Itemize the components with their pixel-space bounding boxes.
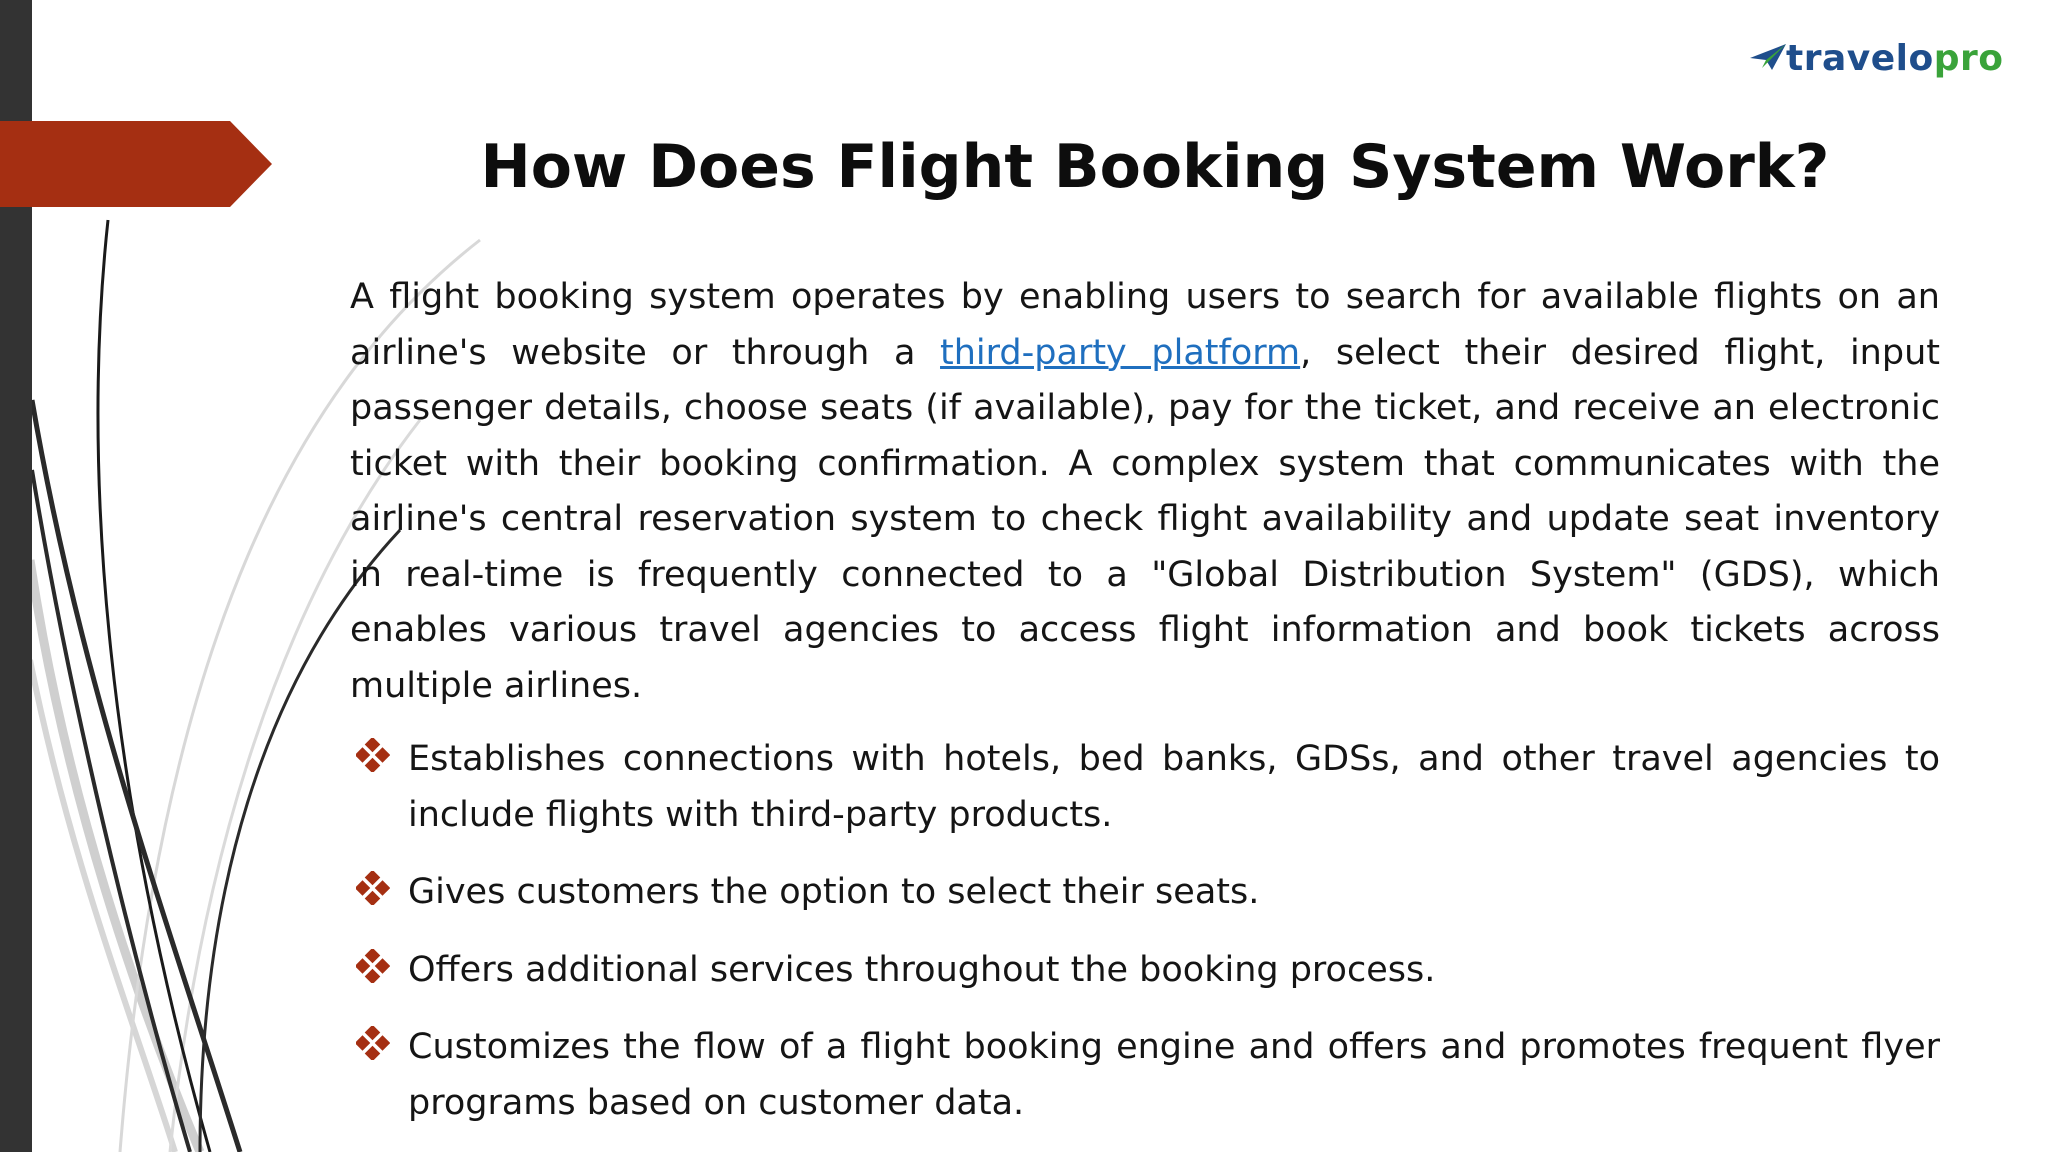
list-item (350, 943, 1940, 999)
diamond-bullet-icon (356, 871, 390, 905)
diamond-bullet-icon (356, 1026, 390, 1060)
list-item (350, 865, 1940, 921)
travelopro-logo (1748, 34, 2030, 84)
intro-paragraph (350, 270, 1940, 714)
list-item-text: Establishes connections with hotels, bed banks, GDSs, and other travel agencies to include flights with third-party products. (408, 739, 1940, 835)
page-title: How Does Flight Booking System Work? (480, 132, 1830, 202)
paper-plane-icon (1748, 42, 1788, 72)
main-content (350, 270, 1940, 1152)
logo-wordmark (1786, 34, 2003, 84)
diamond-bullet-icon (356, 738, 390, 772)
title-arrow-tab (0, 121, 272, 207)
intro-text-before-link: A flight booking system operates by enabling users to search for available flights on an airline's website or through a (350, 277, 1940, 373)
curve-gray-1 (30, 560, 200, 1152)
list-item-text: Customizes the flow of a flight booking engine and offers and promotes frequent flyer programs based on customer data. (408, 1027, 1940, 1123)
curve-black-3 (32, 470, 190, 1152)
list-item-text: Gives customers the option to select their seats. (408, 872, 1260, 912)
list-item-text: Offers additional services throughout the booking process. (408, 949, 1436, 990)
diamond-bullet-icon (356, 949, 390, 983)
logo-name-part1: travelo (1786, 38, 1934, 79)
list-item (350, 732, 1940, 843)
list-item (350, 1020, 1940, 1131)
curve-gray-2 (30, 660, 175, 1152)
logo-name-part2: pro (1933, 38, 2004, 79)
feature-list (350, 732, 1940, 1131)
intro-text-after-link: , select their desired flight, input passenger details, choose seats (if available), pay for the ticket, and receive an electronic ticket with their booking confirmation. A complex system that communicates with the airline's central reservation system to check flight availability and update seat inventory in real-time is frequently connected to a "Global Distribution System" (GDS), which enables various travel agencies to access flight information and book tickets across multiple airlines. (350, 332, 1940, 706)
third-party-platform-link[interactable]: third-party platform (940, 332, 1301, 373)
